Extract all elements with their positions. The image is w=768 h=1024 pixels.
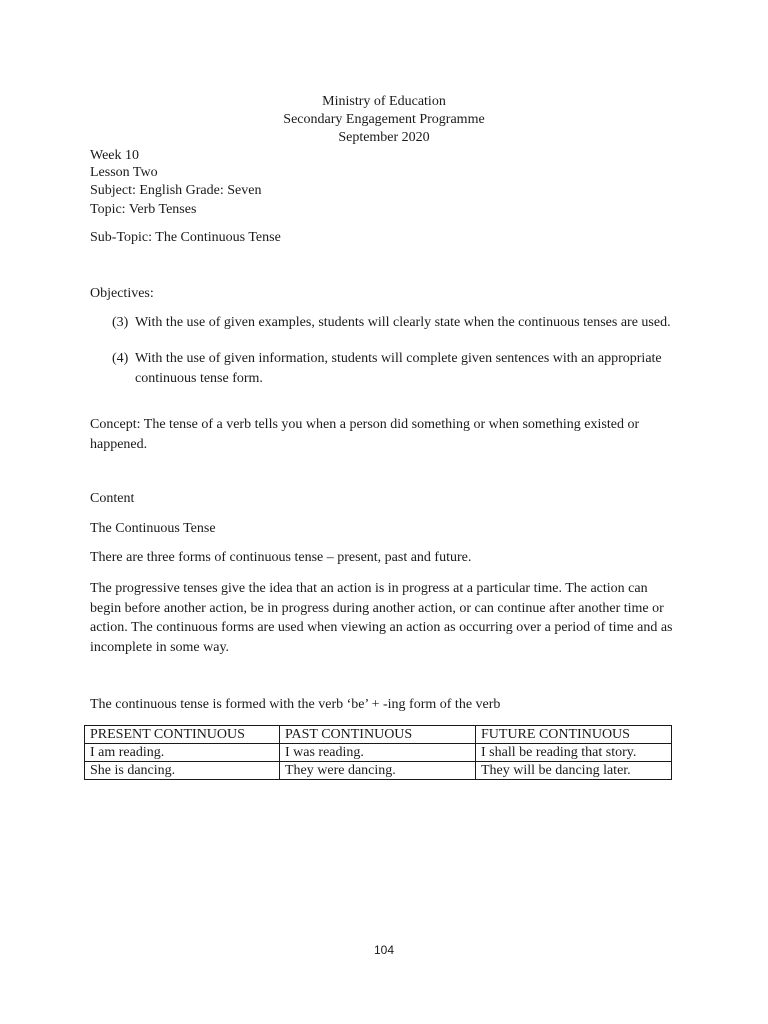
table-cell: I was reading. (280, 744, 476, 762)
table-cell: I am reading. (85, 744, 280, 762)
tense-table (84, 725, 672, 780)
table-cell: They were dancing. (280, 762, 476, 780)
lesson-label: Lesson Two (90, 165, 158, 180)
forms-sentence: There are three forms of continuous tense – present, past and future. (90, 550, 472, 565)
objective-text: With the use of given examples, students will clearly state when the continuous tenses are used. (135, 315, 671, 330)
objective-number: (4) (112, 351, 129, 366)
objective-item (112, 349, 692, 389)
content-title: The Continuous Tense (90, 521, 216, 536)
table-header-cell: PRESENT CONTINUOUS (85, 726, 280, 744)
table-header-row (85, 726, 672, 744)
objectives-heading: Objectives: (90, 286, 154, 301)
subtopic-label: Sub-Topic: The Continuous Tense (90, 230, 281, 245)
table-cell: She is dancing. (85, 762, 280, 780)
ministry-heading: Ministry of Education (322, 94, 446, 109)
table-row (85, 744, 672, 762)
objective-number: (3) (112, 315, 129, 330)
table-header-cell: PAST CONTINUOUS (280, 726, 476, 744)
table-cell: They will be dancing later. (476, 762, 672, 780)
objective-item (112, 314, 692, 332)
table-cell: I shall be reading that story. (476, 744, 672, 762)
table-row (85, 762, 672, 780)
table-header-cell: FUTURE CONTINUOUS (476, 726, 672, 744)
content-heading: Content (90, 491, 135, 506)
programme-heading: Secondary Engagement Programme (283, 112, 485, 127)
formation-sentence: The continuous tense is formed with the verb ‘be’ + -ing form of the verb (90, 697, 501, 712)
subject-label: Subject: English Grade: Seven (90, 183, 262, 198)
date-heading: September 2020 (338, 130, 430, 145)
progressive-paragraph: The progressive tenses give the idea that an action is in progress at a particular time. The action can begin before another action, be in progress during another action, or can continue after another time or action. The continuous forms are used when viewing an action as occurring over a period of time and as incomplete in some way. (90, 581, 673, 655)
objective-text: With the use of given information, students will complete given sentences with an appropriate continuous tense form. (135, 351, 662, 386)
concept-paragraph: Concept: The tense of a verb tells you when a person did something or when something existed or happened. (90, 417, 640, 452)
page-number: 104 (373, 943, 395, 957)
week-label: Week 10 (90, 148, 140, 163)
topic-label: Topic: Verb Tenses (90, 202, 197, 217)
